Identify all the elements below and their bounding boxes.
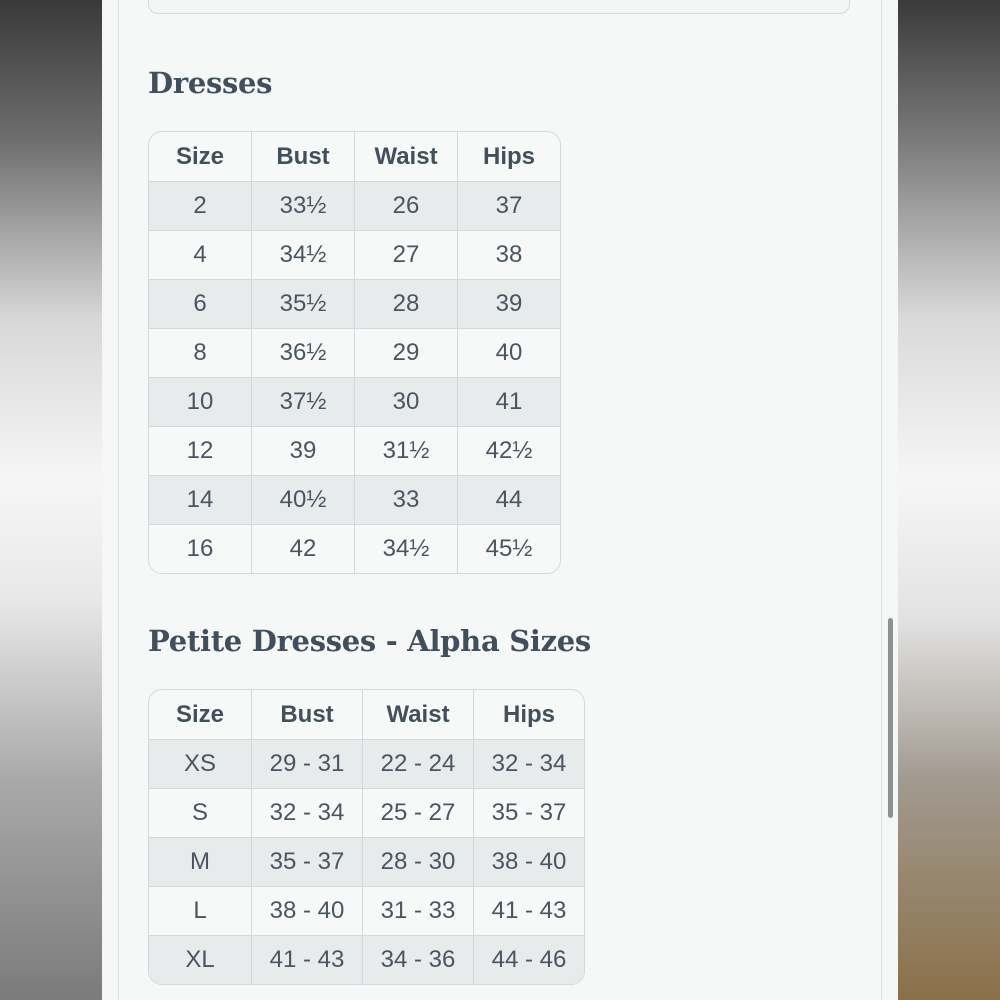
cell-size: 14 [149,476,252,525]
cell-hips: 41 - 43 [474,887,584,936]
table-row [149,427,560,476]
table-row [149,789,584,838]
cell-waist: 27 [355,231,458,280]
cell-hips: 39 [458,280,560,329]
petite-dresses-size-table [148,689,585,985]
cell-hips: 37 [458,182,560,231]
table-row [149,525,560,573]
cell-size: XS [149,740,252,789]
table-row [149,936,584,984]
cell-bust: 34½ [252,231,355,280]
cell-hips: 35 - 37 [474,789,584,838]
cell-waist: 31½ [355,427,458,476]
cell-bust: 32 - 34 [252,789,363,838]
background-right [898,0,1000,1000]
cell-waist: 25 - 27 [363,789,474,838]
column-header-bust: Bust [252,132,355,182]
table-row [149,329,560,378]
section-title-dresses: Dresses [148,66,273,100]
phone-screen [102,0,898,1000]
cell-waist: 34 - 36 [363,936,474,984]
cell-size: S [149,789,252,838]
cell-hips: 38 - 40 [474,838,584,887]
cell-size: 8 [149,329,252,378]
table-row [149,280,560,329]
cell-waist: 33 [355,476,458,525]
cell-waist: 22 - 24 [363,740,474,789]
cell-bust: 37½ [252,378,355,427]
cell-waist: 26 [355,182,458,231]
cell-size: 16 [149,525,252,573]
cell-waist: 30 [355,378,458,427]
table-row [149,182,560,231]
table-header-row [149,132,560,182]
previous-section-box [148,0,850,14]
cell-bust: 38 - 40 [252,887,363,936]
table-row [149,476,560,525]
cell-waist: 28 - 30 [363,838,474,887]
column-header-waist: Waist [355,132,458,182]
cell-bust: 29 - 31 [252,740,363,789]
cell-bust: 39 [252,427,355,476]
cell-waist: 34½ [355,525,458,573]
cell-bust: 40½ [252,476,355,525]
cell-waist: 28 [355,280,458,329]
background-left [0,0,102,1000]
column-header-size: Size [149,132,252,182]
cell-hips: 40 [458,329,560,378]
cell-size: L [149,887,252,936]
cell-waist: 31 - 33 [363,887,474,936]
cell-waist: 29 [355,329,458,378]
dresses-size-table [148,131,561,574]
cell-size: 12 [149,427,252,476]
column-header-hips: Hips [458,132,560,182]
cell-bust: 33½ [252,182,355,231]
column-header-size: Size [149,690,252,740]
cell-hips: 38 [458,231,560,280]
cell-size: 10 [149,378,252,427]
cell-size: 2 [149,182,252,231]
cell-hips: 41 [458,378,560,427]
cell-size: M [149,838,252,887]
cell-bust: 36½ [252,329,355,378]
section-title-petite-dresses: Petite Dresses - Alpha Sizes [148,624,591,658]
column-header-waist: Waist [363,690,474,740]
cell-hips: 45½ [458,525,560,573]
column-header-bust: Bust [252,690,363,740]
table-row [149,378,560,427]
cell-hips: 44 [458,476,560,525]
cell-bust: 41 - 43 [252,936,363,984]
table-row [149,838,584,887]
cell-size: 6 [149,280,252,329]
table-row [149,231,560,280]
column-header-hips: Hips [474,690,584,740]
cell-hips: 42½ [458,427,560,476]
vertical-scrollbar[interactable] [888,618,893,818]
table-header-row [149,690,584,740]
cell-hips: 32 - 34 [474,740,584,789]
cell-hips: 44 - 46 [474,936,584,984]
table-row [149,740,584,789]
cell-size: 4 [149,231,252,280]
table-row [149,887,584,936]
cell-bust: 35 - 37 [252,838,363,887]
cell-bust: 35½ [252,280,355,329]
cell-bust: 42 [252,525,355,573]
cell-size: XL [149,936,252,984]
